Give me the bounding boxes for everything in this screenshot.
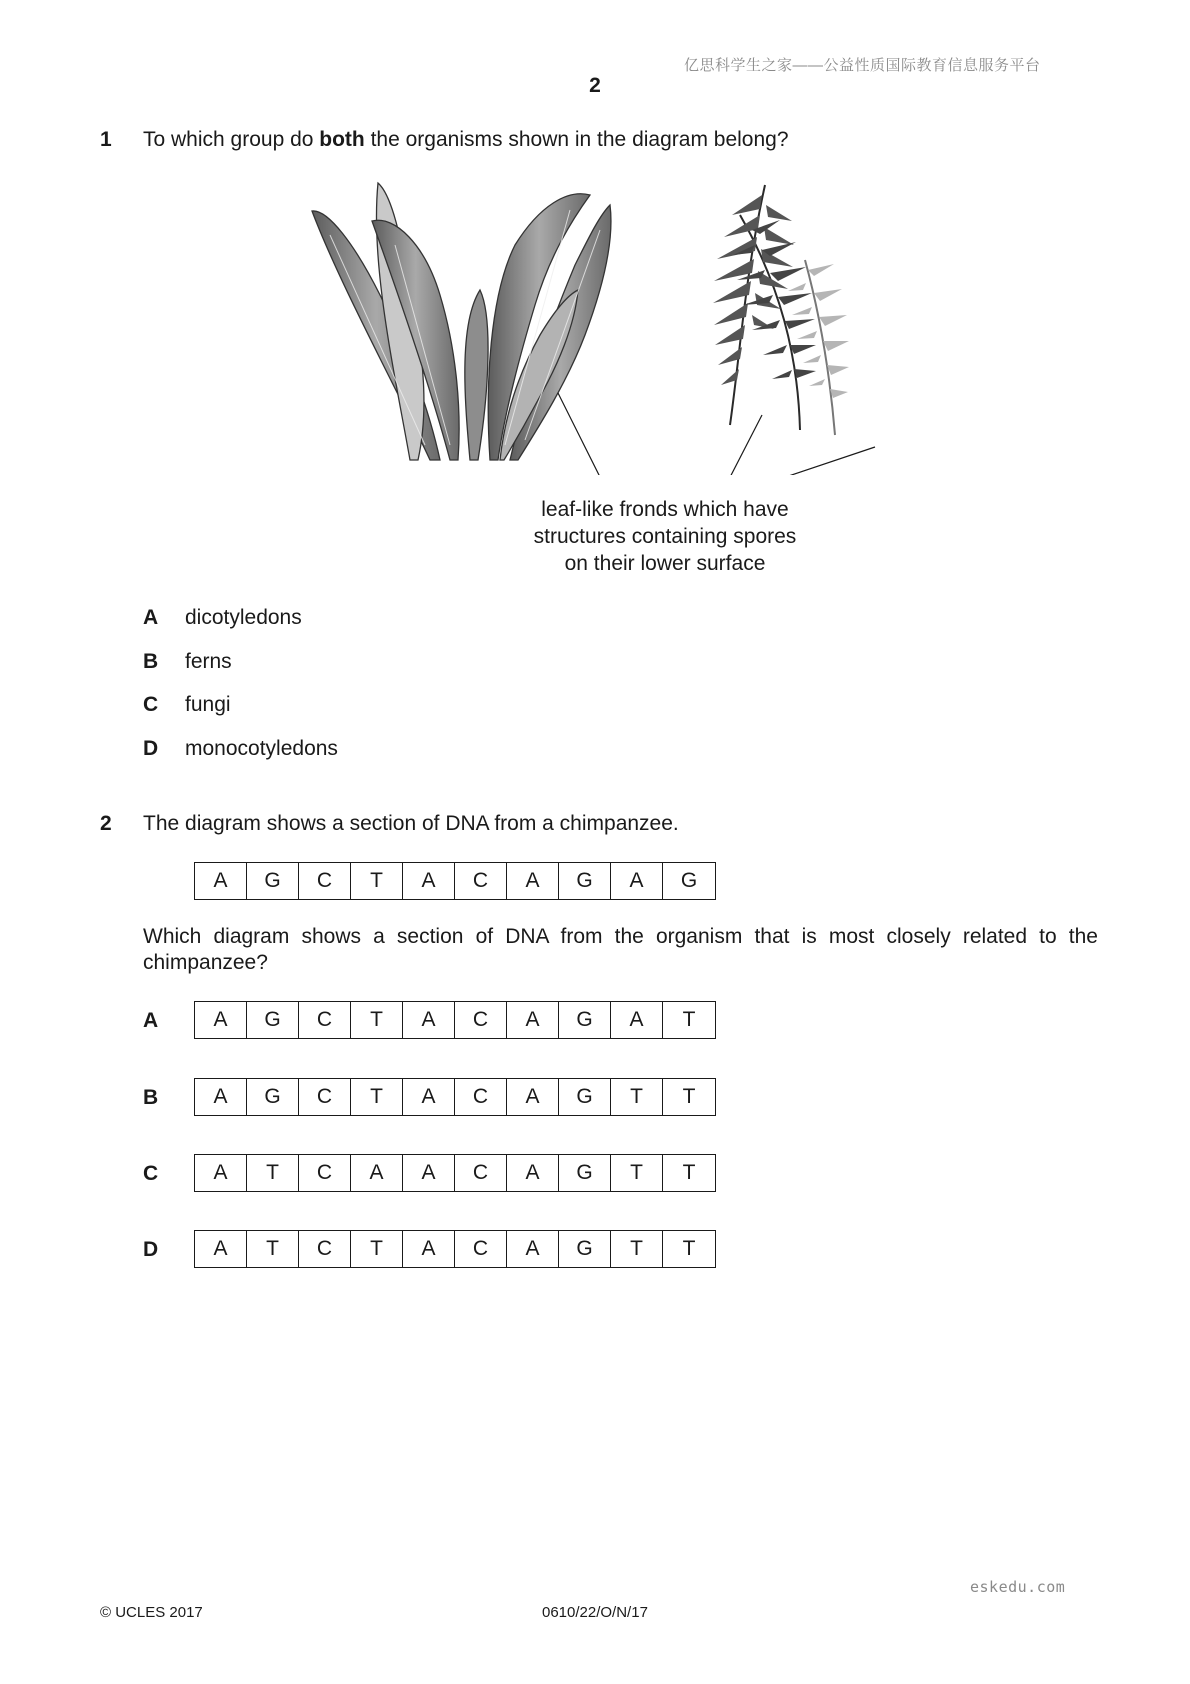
dna-base: T [351,863,403,899]
dna-base: T [351,1079,403,1115]
q1-option-b-letter: B [143,650,159,673]
dna-base: C [455,1155,507,1191]
dna-base: C [299,1231,351,1267]
dna-base: C [455,1002,507,1038]
q2-option-d-sequence [194,1230,716,1268]
q1-option-a-letter: A [143,606,159,629]
footer-paper-code: 0610/22/O/N/17 [542,1604,648,1621]
header-watermark: 亿思科学生之家——公益性质国际教育信息服务平台 [684,57,1041,74]
dna-base: T [682,1161,696,1184]
q2-option-d-letter: D [143,1238,159,1261]
dna-base: A [611,1002,663,1038]
dna-base: G [559,1079,611,1115]
caption-line-1: leaf-like fronds which have [541,498,789,521]
dna-base: A [195,1079,247,1115]
dna-base: A [507,1079,559,1115]
dna-base: A [195,1002,247,1038]
caption-line-2: structures containing spores [533,525,797,548]
dna-base: T [247,1231,299,1267]
dna-base: G [559,1002,611,1038]
dna-base: T [682,1237,696,1260]
q2-intro: The diagram shows a section of DNA from a chimpanzee. [143,812,679,835]
dna-base: A [403,1155,455,1191]
dna-base: C [299,1002,351,1038]
q1-question [143,128,789,152]
dna-base: G [559,1231,611,1267]
dna-base: T [351,1231,403,1267]
dna-base: A [403,1079,455,1115]
q1-option-d-letter: D [143,737,159,760]
q2-option-c-letter: C [143,1162,159,1185]
dna-base: G [247,863,299,899]
fern-illustration [300,175,900,475]
dna-base: G [680,869,698,892]
dna-base: A [403,1231,455,1267]
dna-base: T [247,1155,299,1191]
q2-option-c-sequence [194,1154,716,1192]
dna-base: C [299,1155,351,1191]
dna-base: C [455,863,507,899]
page-number: 2 [589,74,601,97]
q1-option-d-text: monocotyledons [185,737,338,760]
q1-option-b-text: ferns [185,650,232,673]
q1-text-bold: both [319,128,365,151]
dna-base: A [507,863,559,899]
dna-base: A [507,1231,559,1267]
dna-base: G [559,863,611,899]
dna-base: G [559,1155,611,1191]
dna-base: A [507,1002,559,1038]
q1-option-c-letter: C [143,693,159,716]
q2-question: Which diagram shows a section of DNA from the organism that is most closely related to the chimpanzee? [143,925,1098,974]
dna-base: T [611,1155,663,1191]
dna-base: T [351,1002,403,1038]
q2-option-b-sequence [194,1078,716,1116]
caption-line-3: on their lower surface [564,552,766,575]
dna-base: A [351,1155,403,1191]
dna-base: A [195,1155,247,1191]
dna-base: T [611,1231,663,1267]
q2-option-a-letter: A [143,1009,159,1032]
dna-base: A [507,1155,559,1191]
dna-base: T [682,1085,696,1108]
dna-base: C [455,1231,507,1267]
dna-base: A [403,1002,455,1038]
dna-base: A [195,863,247,899]
dna-base: C [299,863,351,899]
dna-base: T [611,1079,663,1115]
q1-text-after: the organisms shown in the diagram belong? [364,128,789,151]
q2-option-a-sequence [194,1001,716,1039]
q2-number: 2 [100,812,112,835]
footer-copyright: © UCLES 2017 [100,1604,203,1621]
dna-base: C [299,1079,351,1115]
dna-base: A [403,863,455,899]
q1-option-c-text: fungi [185,693,231,716]
q1-number: 1 [100,128,112,151]
dna-base: G [247,1002,299,1038]
q1-option-a-text: dicotyledons [185,606,302,629]
pinnae-left [713,195,794,385]
dna-base: G [247,1079,299,1115]
chimp-dna-sequence [194,862,716,900]
footer-watermark: eskedu.com [970,1578,1066,1596]
dna-base: T [682,1008,696,1031]
q2-option-b-letter: B [143,1086,159,1109]
fern-caption [500,496,830,577]
dna-base: A [195,1231,247,1267]
q1-text-before: To which group do [143,128,320,151]
label-leader-lines [558,393,875,475]
dna-base: C [455,1079,507,1115]
dna-base: A [611,863,663,899]
